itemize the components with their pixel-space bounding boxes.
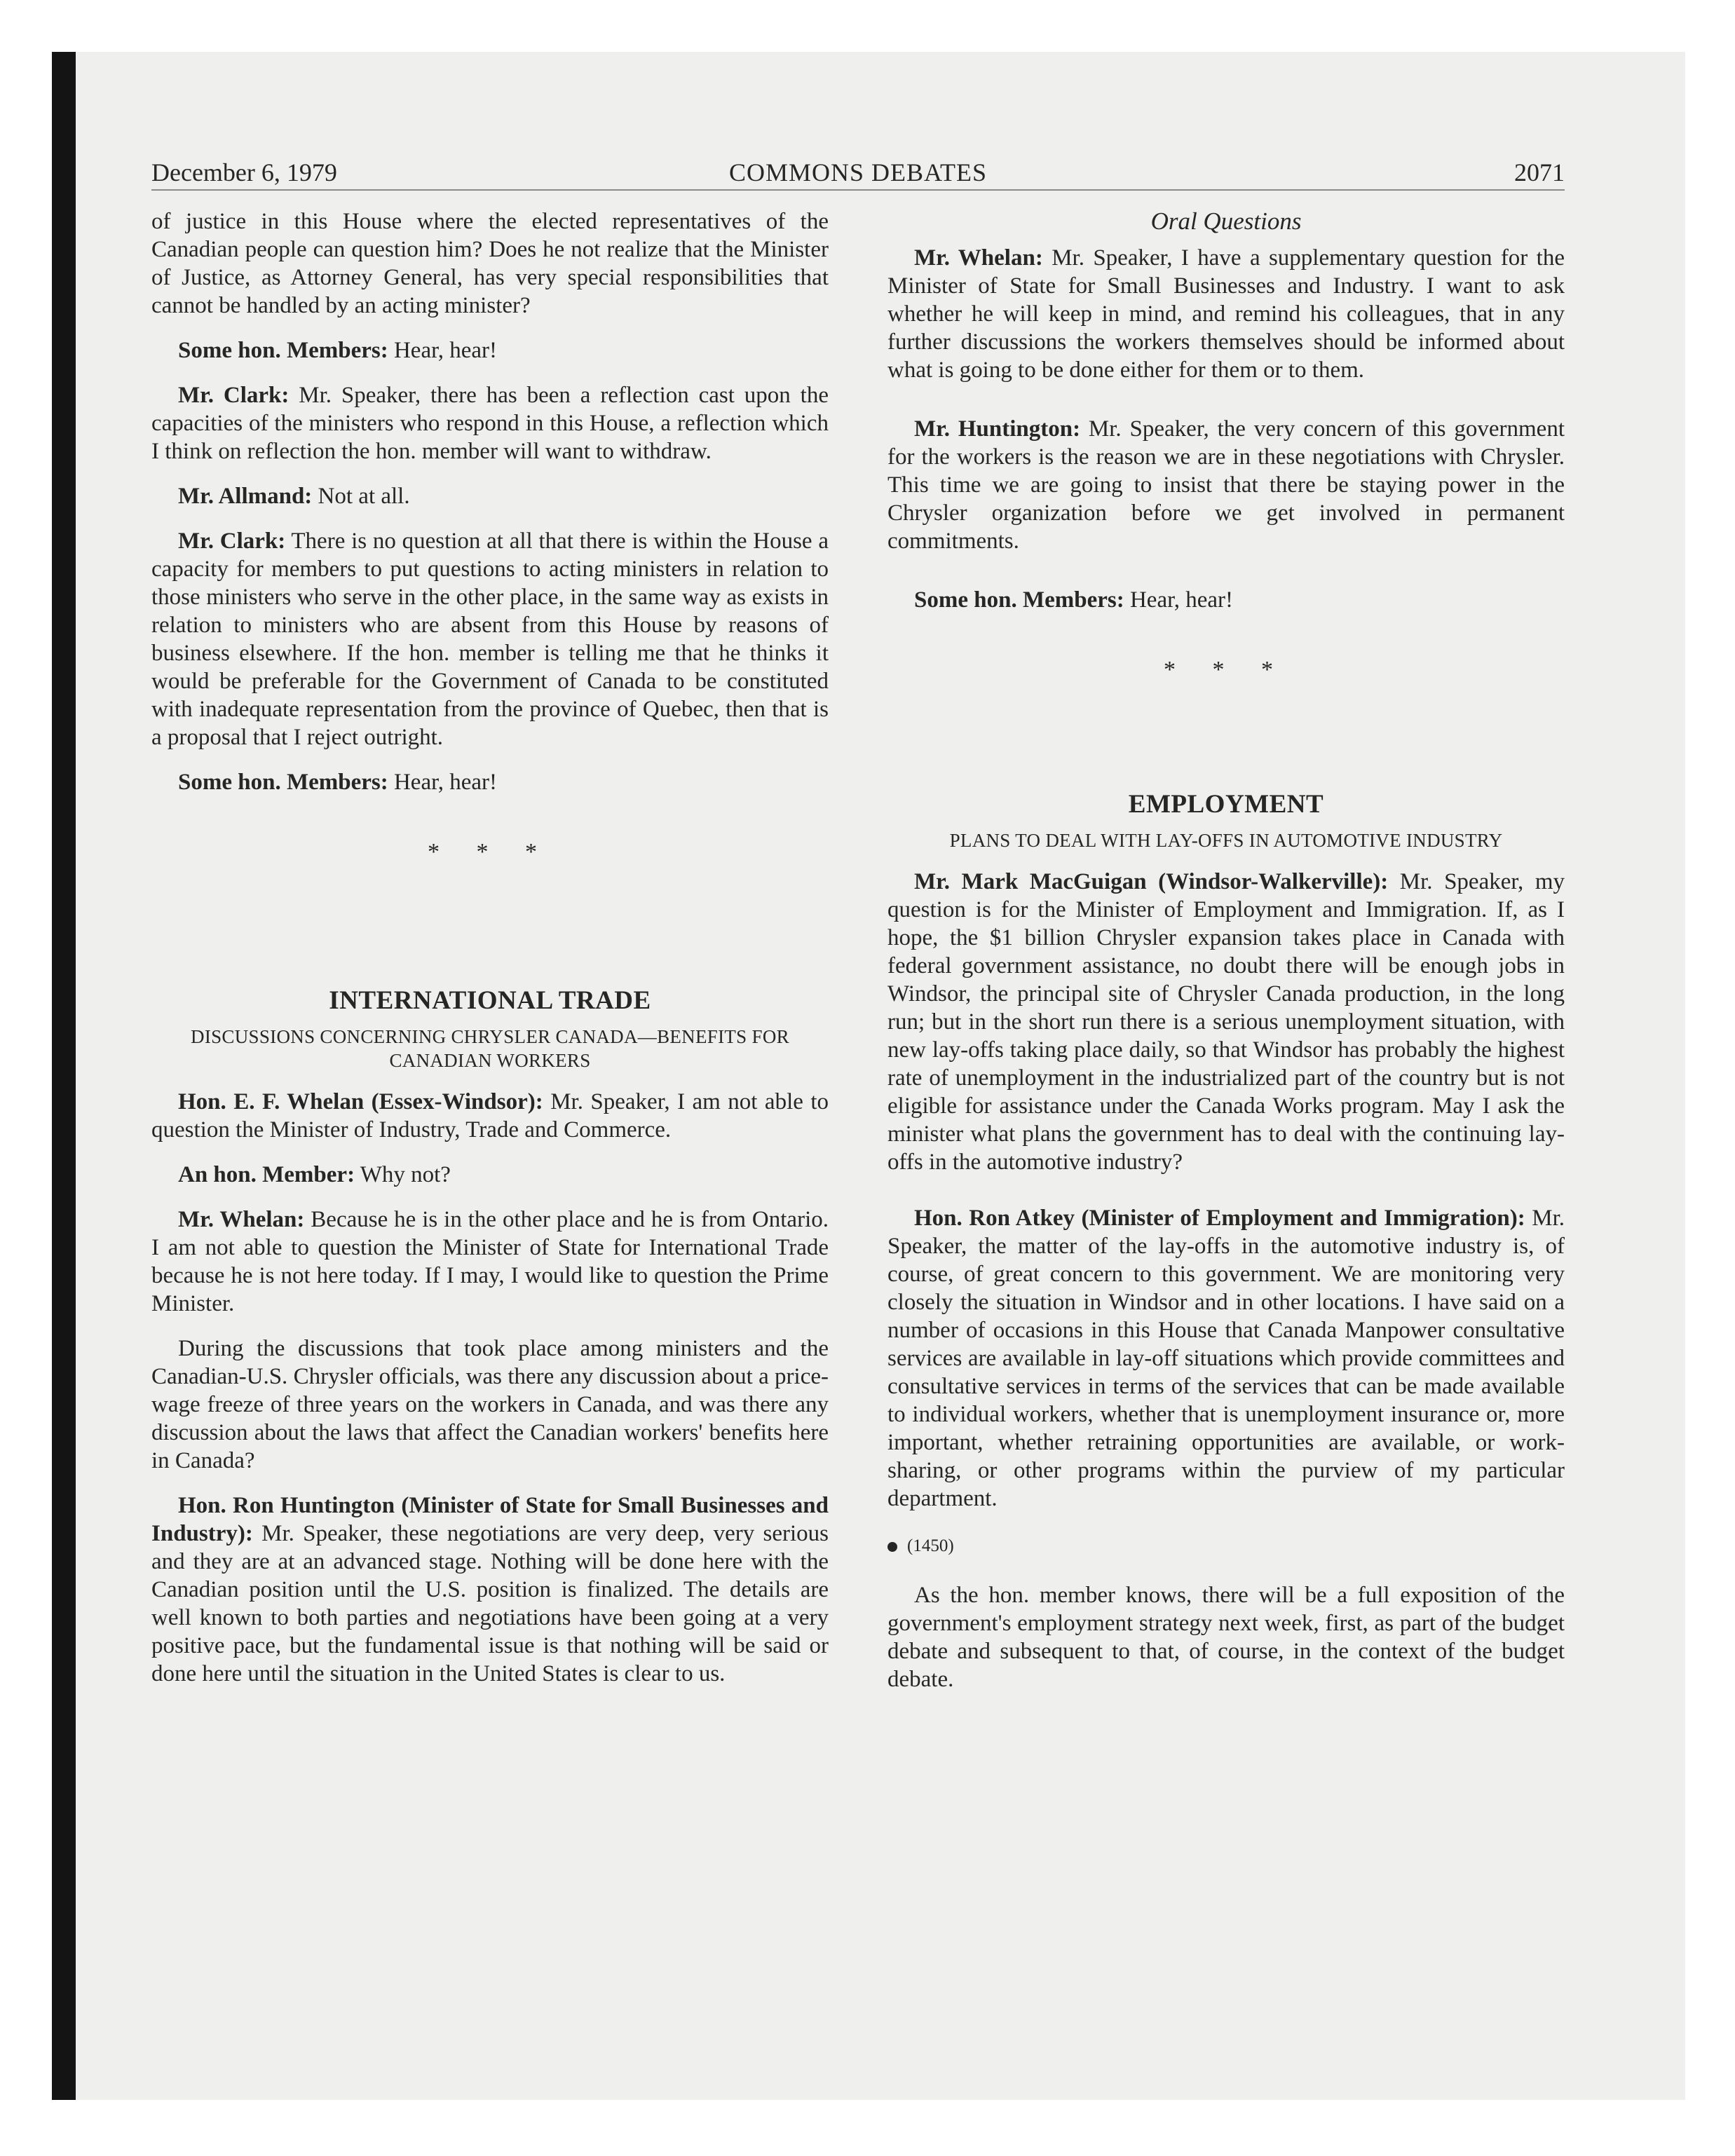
speaker-name: Mr. Allmand: — [178, 484, 313, 509]
paragraph — [151, 381, 829, 465]
time-marker — [887, 1532, 1565, 1560]
section-label: Oral Questions — [1150, 207, 1302, 235]
header-date: December 6, 1979 — [151, 158, 337, 186]
paragraph-text: Mr. Speaker, these negotiations are very deep, very serious and they are at an advanced stage. Nothing will be done here with the Canadian position until the U.S. position is finalized. The details are well known to both parties and negotiations have been going at a very positive pace, but the fundamental issue is that nothing will be said or done here until the situation in the United States is clear to us. — [151, 1521, 829, 1686]
speaker-name: An hon. Member: — [178, 1162, 355, 1187]
paragraph — [151, 207, 829, 320]
paragraph-text: Mr. Speaker, there has been a reflection cast upon the capacities of the ministers who respond in this House, a reflection which I think on reflection the hon. member will want to withdraw. — [151, 383, 829, 464]
paragraph-text: Because he is in the other place and he is from Ontario. I am not able to question the Minister of State for International Trade because he is not here today. If I may, I would like to question the Prime Minister. — [151, 1207, 829, 1316]
paragraph-text: Mr. Speaker, the matter of the lay-offs in the automotive industry is, of course, of great concern to this government. We are monitoring very closely the situation in Windsor and in other locations. I have said on a number of occasions in this House that Canada Manpower consultative services are available in lay-off situations which provide committees and consultative services in terms of the services that can be made available to individual workers, whether that is unemployment insurance or, more important, whether retraining opportunities are available, or work-sharing, or other programs within the purview of my particular department. — [887, 1206, 1565, 1511]
paragraph — [887, 415, 1565, 555]
section-separator: * * * — [1164, 657, 1288, 683]
speaker-name: Some hon. Members: — [178, 338, 388, 363]
paragraph — [887, 244, 1565, 384]
paragraph-text: There is no question at all that there is within the House a capacity for members to put questions to acting ministers in relation to those ministers who serve in the other place, in the same way as exists in relation to ministers who are absent from this House by reasons of business elsewhere. If the hon. member is telling me that he thinks it would be preferable for the Government of Canada to be constituted with inadequate representation from the province of Quebec, then that is a proposal that I reject outright. — [151, 528, 829, 750]
paragraph — [151, 1335, 829, 1475]
paragraph-text: Mr. Speaker, I am not able to question the Minister of Industry, Trade and Commerce. — [151, 1089, 829, 1142]
speaker-name: Hon. Ron Huntington (Minister of State for Small Businesses and Industry): — [151, 1493, 829, 1546]
paragraph-text: of justice in this House where the elected representatives of the Canadian people can question him? Does he not realize that the Minister of Justice, as Attorney General, has very special responsibilities that cannot be handled by an acting minister? — [151, 209, 829, 318]
speaker-name: Hon. Ron Atkey (Minister of Employment and Immigration): — [914, 1206, 1525, 1231]
paragraph — [887, 586, 1565, 614]
speaker-name: Mr. Mark MacGuigan (Windsor-Walkerville): — [914, 869, 1389, 894]
speaker-name: Mr. Clark: — [178, 383, 290, 408]
page-binding-edge — [52, 52, 76, 2100]
paragraph-text: Hear, hear! — [388, 770, 498, 795]
section-heading: EMPLOYMENT — [1128, 790, 1324, 819]
paragraph-text: Not at all. — [312, 484, 410, 509]
section-separator: * * * — [428, 839, 552, 865]
paragraph — [151, 336, 829, 364]
header-rule — [151, 189, 1565, 191]
speaker-name: Mr. Whelan: — [178, 1207, 305, 1232]
paragraph — [887, 1581, 1565, 1693]
right-column — [887, 207, 1565, 1710]
paragraph — [151, 1161, 829, 1189]
speaker-name: Some hon. Members: — [178, 770, 388, 795]
paragraph-text: As the hon. member knows, there will be a full exposition of the government's employment strategy next week, first, as part of the budget debate and subsequent to that, of course, in the context of the budget debate. — [887, 1583, 1565, 1692]
speaker-name: Mr. Clark: — [178, 528, 286, 554]
time-marker-text: (1450) — [907, 1536, 954, 1555]
header-page-number: 2071 — [1514, 158, 1565, 186]
paragraph-text: Why not? — [355, 1162, 451, 1187]
paragraph-text: Hear, hear! — [1124, 587, 1234, 613]
paragraph-text: Mr. Speaker, my question is for the Minister of Employment and Immigration. If, as I hope, the $1 billion Chrysler expansion takes place in Canada with federal government assistance, no doubt there will be enough jobs in Windsor, the principal site of Chrysler Canada production, in the long run; but in the short run there is a serious unemployment situation, with new lay-offs taking place daily, so that Windsor has probably the highest rate of unemployment in the industrialized part of the country but is not eligible for assistance under the Canada Works program. May I ask the minister what plans the government has to deal with the continuing lay-offs in the automotive industry? — [887, 869, 1565, 1175]
paragraph-text: During the discussions that took place among ministers and the Canadian-U.S. Chrysler officials, was there any discussion about a price-wage freeze of three years on the workers in Canada, and was there any discussion about the laws that affect the Canadian workers' benefits here in Canada? — [151, 1336, 829, 1473]
speaker-name: Some hon. Members: — [914, 587, 1124, 613]
left-column — [151, 207, 829, 1705]
bullet-icon — [887, 1542, 897, 1552]
paragraph — [151, 482, 829, 510]
running-header — [151, 156, 1565, 189]
paragraph — [151, 1088, 829, 1144]
paragraph-text: Mr. Speaker, the very concern of this government for the workers is the reason we are in these negotiations with Chrysler. This time we are going to insist that there be staying power in the Chrysler organization before we get involved in permanent commitments. — [887, 416, 1565, 554]
section-heading: INTERNATIONAL TRADE — [329, 986, 651, 1015]
section-subheading: DISCUSSIONS CONCERNING CHRYSLER CANADA—BENEFITS FOR CANADIAN WORKERS — [191, 1026, 789, 1071]
speaker-name: Hon. E. F. Whelan (Essex-Windsor): — [178, 1089, 543, 1114]
paragraph-text: Hear, hear! — [388, 338, 498, 363]
section-subheading: PLANS TO DEAL WITH LAY-OFFS IN AUTOMOTIVE INDUSTRY — [949, 830, 1503, 851]
paragraph — [151, 768, 829, 796]
paragraph — [151, 527, 829, 751]
paragraph — [887, 1204, 1565, 1513]
header-journal-title: COMMONS DEBATES — [728, 158, 988, 186]
paragraph — [887, 868, 1565, 1176]
paragraph-text: Mr. Speaker, I have a supplementary question for the Minister of State for Small Businesses and Industry. I want to ask whether he will keep in mind, and remind his colleagues, that in any further discussions the workers themselves should be informed about what is going to be done either for them or to them. — [887, 245, 1565, 383]
speaker-name: Mr. Whelan: — [914, 245, 1043, 271]
speaker-name: Mr. Huntington: — [914, 416, 1081, 442]
paragraph — [151, 1492, 829, 1688]
paragraph — [151, 1206, 829, 1318]
